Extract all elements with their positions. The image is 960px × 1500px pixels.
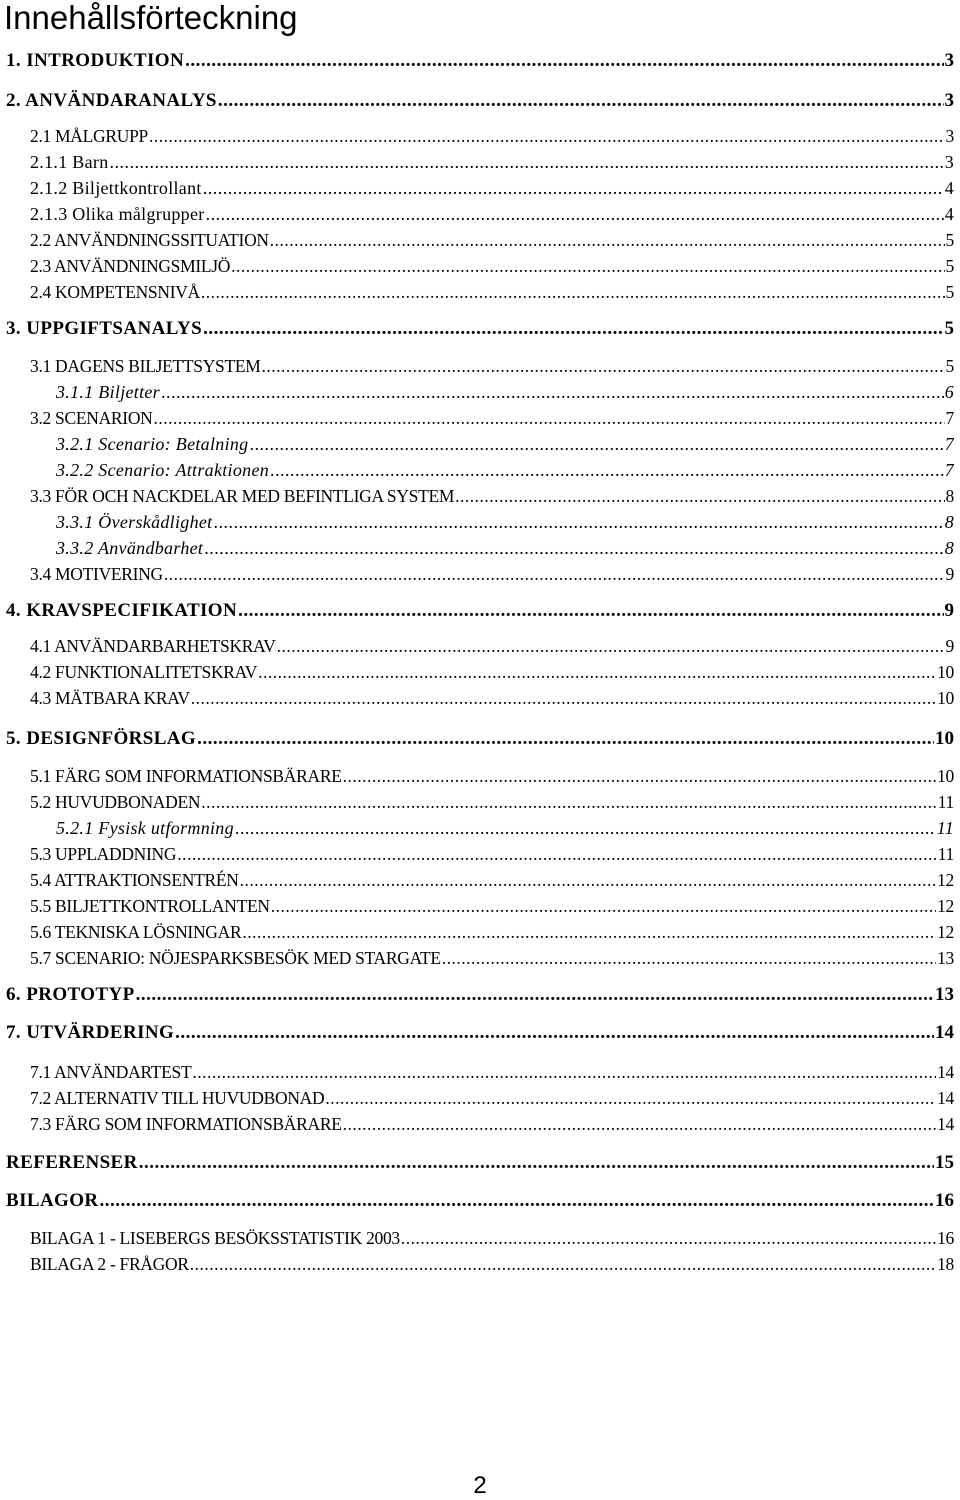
toc-entry-label: 2.4 KOMPETENSNIVÅ	[30, 282, 200, 302]
toc-entry-label: 3.1 DAGENS BILJETTSYSTEM	[30, 356, 261, 376]
toc-entry-section[interactable]	[30, 1062, 954, 1083]
toc-entry-label: 4.2 FUNKTIONALITETSKRAV	[30, 662, 258, 682]
toc-entry-label: 5.4 ATTRAKTIONSENTRÉN	[30, 870, 239, 890]
toc-entry-chapter-1[interactable]	[6, 50, 954, 72]
toc-entry-section[interactable]	[30, 230, 954, 251]
toc-entry-section[interactable]	[30, 922, 954, 943]
toc-entry-label: 3.3 FÖR OCH NACKDELAR MED BEFINTLIGA SYSTEM	[30, 486, 455, 506]
toc-entry-section[interactable]	[30, 636, 954, 657]
toc-entry-page: 16	[937, 1228, 954, 1248]
toc-entry-page: 5	[945, 256, 954, 276]
toc-entry-label: 3.2.1 Scenario: Betalning	[56, 434, 249, 454]
toc-entry-section[interactable]	[30, 792, 954, 813]
toc-entry-label: 3.4 MOTIVERING	[30, 564, 163, 584]
toc-entry-subsection[interactable]	[30, 178, 954, 199]
toc-entry-section[interactable]	[30, 948, 954, 969]
toc-entry-page: 4	[944, 204, 954, 224]
toc-entry-page: 10	[937, 766, 954, 786]
toc-entry-page: 3	[944, 152, 954, 172]
toc-entry-page: 11	[937, 792, 954, 812]
toc-entry-section[interactable]	[30, 1114, 954, 1135]
toc-entry-label: 4.3 MÄTBARA KRAV	[30, 688, 190, 708]
toc-entry-page: 9	[944, 600, 954, 621]
toc-entry-chapter-4[interactable]	[6, 600, 954, 622]
toc-entry-label: 4. KRAVSPECIFIKATION	[6, 600, 238, 621]
toc-entry-page: 9	[945, 636, 954, 656]
toc-entry-section[interactable]	[30, 844, 954, 865]
toc-entry-page: 15	[935, 1152, 954, 1173]
toc-entry-page: 5	[945, 356, 954, 376]
toc-entry-section[interactable]	[30, 486, 954, 507]
toc-entry-label: 1. INTRODUKTION	[6, 50, 185, 71]
toc-entry-subsection[interactable]	[56, 538, 954, 559]
toc-entry-section[interactable]	[30, 1088, 954, 1109]
toc-entry-chapter-3[interactable]	[6, 318, 954, 340]
toc-entry-chapter-5[interactable]	[6, 728, 954, 750]
toc-entry-label: 2.2 ANVÄNDNINGSSITUATION	[30, 230, 269, 250]
toc-entry-label: 5.5 BILJETTKONTROLLANTEN	[30, 896, 270, 916]
toc-entry-label: 6. PROTOTYP	[6, 984, 135, 1005]
toc-entry-page: 9	[945, 564, 954, 584]
toc-entry-label: 4.1 ANVÄNDARBARHETSKRAV	[30, 636, 276, 656]
toc-entry-label: 2.1.1 Barn	[30, 152, 109, 172]
toc-entry-section[interactable]	[30, 766, 954, 787]
toc-entry-page: 14	[937, 1088, 954, 1108]
toc-entry-page: 5	[945, 282, 954, 302]
toc-entry-label: 5.2.1 Fysisk utformning	[56, 818, 234, 838]
toc-entry-label: 2.1.3 Olika målgrupper	[30, 204, 205, 224]
toc-entry-subsection[interactable]	[56, 460, 954, 481]
toc-entry-section[interactable]	[30, 126, 954, 147]
toc-entry-section[interactable]	[30, 870, 954, 891]
page-number: 2	[473, 1472, 487, 1499]
toc-entry-page: 10	[937, 688, 954, 708]
toc-entry-label: 3.2 SCENARION	[30, 408, 153, 428]
toc-entry-section[interactable]	[30, 688, 954, 709]
toc-entry-label: 2. ANVÄNDARANALYS	[6, 90, 217, 111]
toc-entry-page: 6	[944, 382, 954, 402]
toc-entry-appendix[interactable]	[30, 1228, 954, 1249]
toc-entry-label: 5.6 TEKNISKA LÖSNINGAR	[30, 922, 242, 942]
toc-entry-label: BILAGOR	[6, 1190, 99, 1211]
toc-entry-chapter-2[interactable]	[6, 90, 954, 112]
toc-entry-page: 5	[944, 318, 954, 339]
toc-entry-label: 5.7 SCENARIO: NÖJESPARKSBESÖK MED STARGATE	[30, 948, 441, 968]
toc-entry-section[interactable]	[30, 896, 954, 917]
toc-entry-label: 2.3 ANVÄNDNINGSMILJÖ	[30, 256, 231, 276]
toc-entry-page: 13	[937, 948, 954, 968]
toc-entry-page: 13	[935, 984, 954, 1005]
toc-entry-page: 14	[937, 1062, 954, 1082]
toc-entry-page: 8	[945, 486, 954, 506]
toc-entry-page: 10	[935, 728, 954, 749]
toc-entry-subsection[interactable]	[30, 152, 954, 173]
toc-entry-label: 5.2 HUVUDBONADEN	[30, 792, 201, 812]
toc-entry-appendix[interactable]	[30, 1254, 954, 1275]
toc-entry-page: 11	[936, 818, 954, 838]
toc-entry-page: 5	[945, 230, 954, 250]
toc-entry-section[interactable]	[30, 356, 954, 377]
toc-entry-page: 3	[944, 50, 954, 71]
toc-entry-page: 12	[937, 896, 954, 916]
toc-entry-label: 2.1 MÅLGRUPP	[30, 126, 148, 146]
toc-entry-chapter-7[interactable]	[6, 1022, 954, 1044]
toc-entry-references[interactable]	[6, 1152, 954, 1174]
toc-entry-page: 14	[937, 1114, 954, 1134]
toc-entry-subsection[interactable]	[56, 818, 954, 839]
toc-entry-page: 18	[937, 1254, 954, 1274]
toc-entry-label: 2.1.2 Biljettkontrollant	[30, 178, 202, 198]
toc-entry-label: 5. DESIGNFÖRSLAG	[6, 728, 197, 749]
toc-entry-page: 7	[944, 460, 954, 480]
toc-entry-page: 12	[937, 870, 954, 890]
toc-entry-page: 7	[944, 434, 954, 454]
toc-entry-label: 7.2 ALTERNATIV TILL HUVUDBONAD	[30, 1088, 325, 1108]
toc-entry-label: 5.1 FÄRG SOM INFORMATIONSBÄRARE	[30, 766, 342, 786]
toc-entry-page: 12	[937, 922, 954, 942]
toc-entry-label: BILAGA 2 - FRÅGOR	[30, 1254, 189, 1274]
toc-entry-page: 16	[935, 1190, 954, 1211]
toc-entry-subsection[interactable]	[56, 382, 954, 403]
toc-entry-label: BILAGA 1 - LISEBERGS BESÖKSSTATISTIK 2003	[30, 1228, 400, 1248]
toc-entry-chapter-6[interactable]	[6, 984, 954, 1006]
toc-entry-label: 3. UPPGIFTSANALYS	[6, 318, 203, 339]
toc-entry-page: 8	[944, 512, 954, 532]
toc-entry-section[interactable]	[30, 282, 954, 303]
toc-entry-label: REFERENSER	[6, 1152, 138, 1173]
toc-entry-label: 7. UTVÄRDERING	[6, 1022, 175, 1043]
toc-entry-subsection[interactable]	[56, 434, 954, 455]
toc-entry-subsection[interactable]	[30, 204, 954, 225]
toc-entry-page: 3	[944, 90, 954, 111]
toc-entry-page: 11	[937, 844, 954, 864]
toc-entry-page: 4	[944, 178, 954, 198]
toc-entry-page: 8	[944, 538, 954, 558]
toc-entry-page: 7	[945, 408, 954, 428]
toc-entry-label: 3.1.1 Biljetter	[56, 382, 160, 402]
toc-entry-page: 3	[945, 126, 954, 146]
toc-entry-label: 7.1 ANVÄNDARTEST	[30, 1062, 192, 1082]
toc-entry-section[interactable]	[30, 662, 954, 683]
toc-entry-label: 7.3 FÄRG SOM INFORMATIONSBÄRARE	[30, 1114, 342, 1134]
toc-entry-label: 3.3.2 Användbarhet	[56, 538, 204, 558]
toc-entry-section[interactable]	[30, 256, 954, 277]
toc-entry-label: 3.2.2 Scenario: Attraktionen	[56, 460, 270, 480]
page-title: Innehållsförteckning	[4, 0, 298, 36]
toc-entry-page: 10	[937, 662, 954, 682]
toc-entry-page: 14	[935, 1022, 954, 1043]
toc-entry-label: 3.3.1 Överskådlighet	[56, 512, 213, 532]
toc-entry-section[interactable]	[30, 408, 954, 429]
toc-entry-label: 5.3 UPPLADDNING	[30, 844, 177, 864]
toc-entry-appendices[interactable]	[6, 1190, 954, 1212]
toc-entry-subsection[interactable]	[56, 512, 954, 533]
toc-entry-section[interactable]	[30, 564, 954, 585]
